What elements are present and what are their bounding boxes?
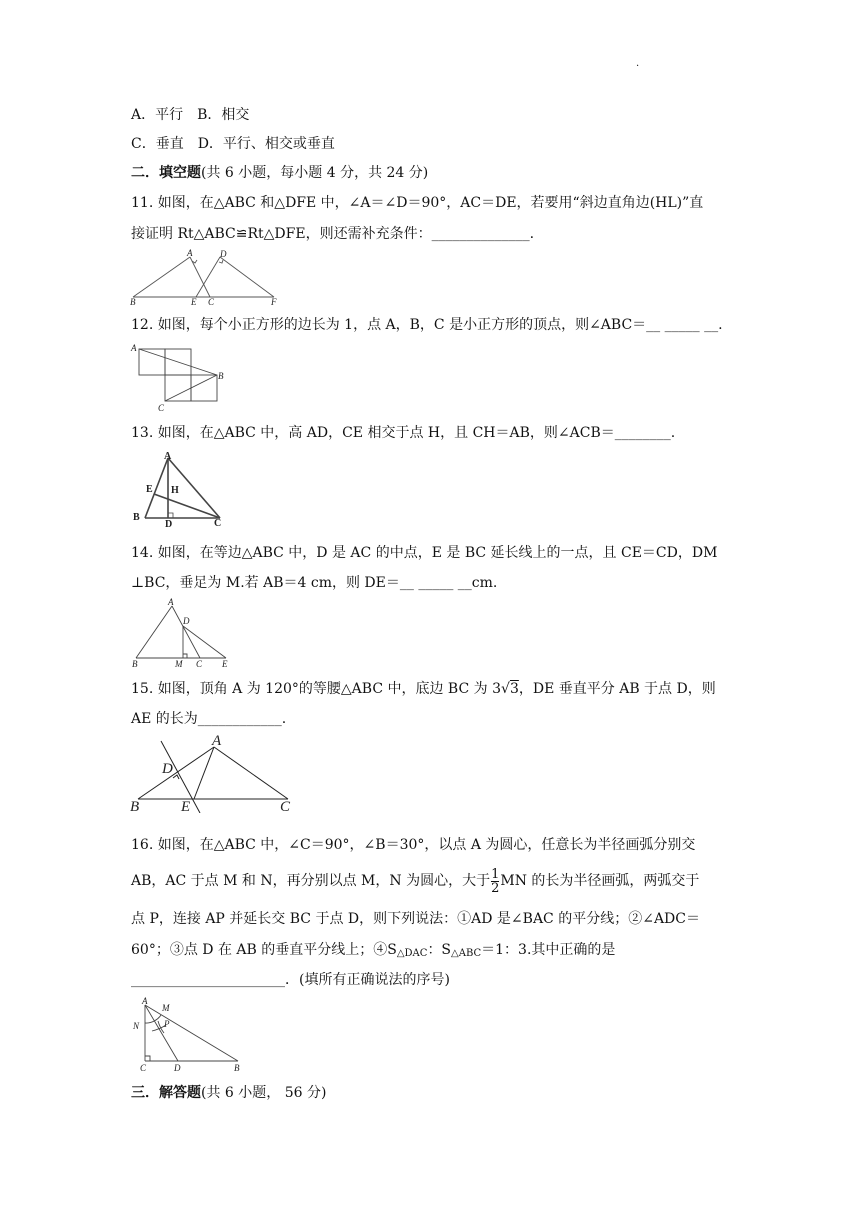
figure-q16 — [128, 995, 250, 1075]
section2-heading — [131, 164, 428, 182]
fig16-label-m: M — [162, 1003, 170, 1013]
q16-sub-dac: △DAC — [396, 948, 428, 959]
section2-title: 二．填空题 — [131, 165, 201, 181]
fig15-label-c: C — [280, 799, 291, 813]
q15-line1 — [131, 680, 716, 698]
q16-fraction — [491, 868, 499, 895]
section3-note: (共 6 小题， 56 分) — [201, 1085, 327, 1101]
q14-line1: 14. 如图，在等边△ABC 中，D 是 AC 的中点，E 是 BC 延长线上的一点，且 CE＝CD，DM — [131, 545, 718, 561]
fig14-label-m: M — [175, 659, 183, 669]
figure-q13 — [128, 448, 228, 528]
fig13-label-c: C — [214, 518, 222, 528]
fig16-label-d: D — [174, 1063, 181, 1073]
figure-q14 — [128, 598, 238, 670]
q11-line2: 接证明 Rt△ABC≌Rt△DFE，则还需补充条件：______________. — [131, 226, 535, 242]
q16-line4-c: ＝1：3.其中正确的是 — [481, 942, 616, 958]
fig15-label-a: A — [212, 733, 222, 749]
fig11-label-f: F — [271, 297, 277, 307]
fig16-label-b: B — [234, 1063, 240, 1073]
q16-line4-a: 60°；③点 D 在 AB 的垂直平分线上；④S — [131, 942, 397, 958]
fig15-label-e: E — [181, 799, 191, 813]
q16-line2-a: AB，AC 于点 M 和 N，再分别以点 M，N 为圆心，大于 — [131, 873, 491, 889]
fig16-label-a: A — [142, 996, 148, 1006]
q16-line4 — [131, 941, 615, 963]
q13-line1: 13. 如图，在△ABC 中，高 AD，CE 相交于点 H，且 CH＝AB，则∠ACB＝________. — [131, 425, 676, 441]
fig13-label-a: A — [164, 451, 172, 462]
fig16-label-c: C — [140, 1063, 147, 1073]
q16-line3: 点 P，连接 AP 并延长交 BC 于点 D，则下列说法：①AD 是∠BAC 的平分线；②∠ADC＝ — [131, 911, 700, 927]
fig14-label-b: B — [132, 659, 138, 669]
section3-heading — [131, 1084, 326, 1102]
q12-line1: 12. 如图，每个小正方形的边长为 1，点 A，B，C 是小正方形的顶点，则∠ABC＝__ _____ __. — [131, 317, 723, 333]
fig12-label-b: B — [218, 371, 224, 381]
fig16-label-p: P — [164, 1019, 170, 1029]
q11-line1: 11. 如图，在△ABC 和△DFE 中，∠A＝∠D＝90°，AC＝DE，若要用“斜边直角边(HL)”直 — [131, 195, 704, 211]
q10-options-cd: C．垂直 D．平行、相交或垂直 — [131, 136, 335, 152]
fig11-label-b: B — [130, 297, 136, 307]
fig11-label-a: A — [187, 249, 193, 258]
section3-title: 三．解答题 — [131, 1085, 201, 1101]
fig12-label-a: A — [131, 343, 137, 353]
q16-line2 — [131, 864, 699, 898]
fig14-label-c: C — [196, 659, 203, 669]
q16-fraction-num: 1 — [491, 866, 500, 882]
q16-line4-b: ：S — [427, 942, 452, 958]
q16-sub-abc: △ABC — [451, 948, 482, 959]
fig14-label-d: D — [183, 616, 190, 626]
figure-q11 — [128, 249, 283, 307]
figure-q12 — [128, 340, 228, 415]
fig12-label-c: C — [158, 403, 165, 413]
fig14-label-e: E — [222, 659, 228, 669]
q15-line1-a: 15. 如图，顶角 A 为 120°的等腰△ABC 中，底边 BC 为 3 — [131, 681, 502, 697]
fig13-label-b: B — [133, 512, 140, 523]
figure-q15 — [128, 733, 300, 813]
q16-line2-b: MN 的长为半径画弧，两弧交于 — [500, 873, 700, 889]
fig15-label-d: D — [162, 761, 173, 777]
fig11-label-d: D — [220, 249, 227, 259]
fig13-label-d: D — [165, 519, 173, 528]
fig11-label-c: C — [208, 297, 215, 307]
fig15-label-b: B — [130, 799, 140, 813]
fig11-label-e: E — [191, 297, 197, 307]
q16-fraction-den: 2 — [491, 880, 500, 896]
fig13-label-e: E — [146, 484, 153, 495]
section2-note: (共 6 小题，每小题 4 分，共 24 分) — [201, 165, 429, 181]
fig16-label-n: N — [133, 1021, 140, 1031]
q15-line2: AE 的长为____________. — [131, 711, 287, 727]
q15-sqrt-sign: √ — [501, 681, 510, 697]
q15-sqrt-value: 3 — [509, 681, 519, 697]
q15-line1-b: ，DE 垂直平分 AB 于点 D，则 — [518, 681, 716, 697]
q16-line1: 16. 如图，在△ABC 中，∠C＝90°，∠B＝30°，以点 A 为圆心，任意长为半径画弧分别交 — [131, 837, 696, 853]
q10-options-ab: A．平行 B．相交 — [131, 107, 250, 123]
header-dot: . — [636, 58, 640, 69]
q14-line2: ⊥BC，垂足为 M.若 AB＝4 cm，则 DE＝__ _____ __cm. — [131, 575, 498, 591]
fig13-label-h: H — [171, 485, 179, 496]
fig14-label-a: A — [168, 598, 174, 607]
q16-line5: ______________________．(填所有正确说法的序号) — [131, 972, 450, 988]
